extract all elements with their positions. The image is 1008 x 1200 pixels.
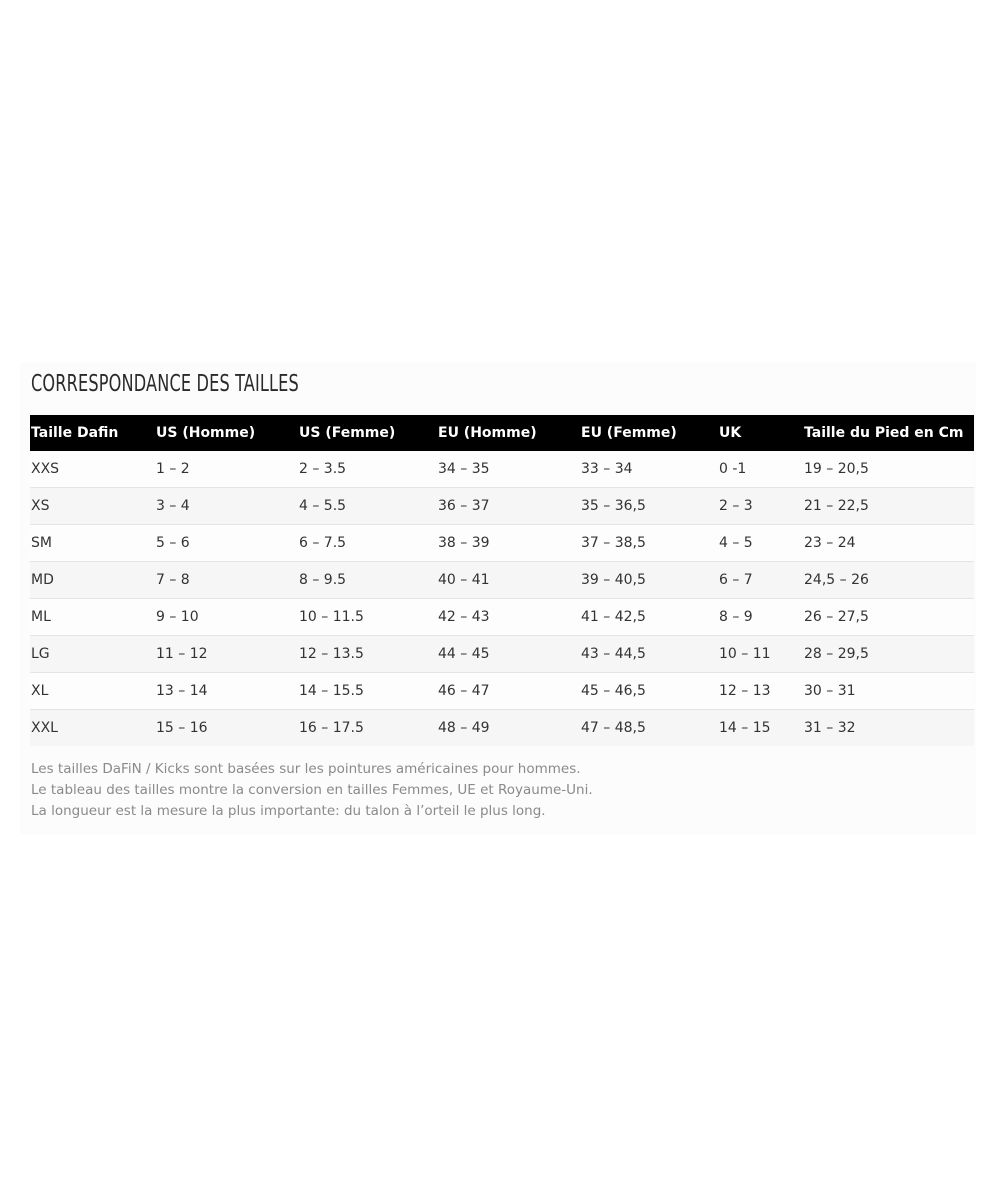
- size-chart-title: CORRESPONDANCE DES TAILLES: [31, 371, 299, 397]
- table-cell: 2 – 3: [718, 488, 803, 525]
- header-uk: UK: [718, 415, 803, 451]
- table-cell: 43 – 44,5: [580, 636, 718, 673]
- table-row: [30, 710, 974, 747]
- table-cell: 7 – 8: [155, 562, 298, 599]
- note-conversion: Le tableau des tailles montre la conversion en tailles Femmes, UE et Royaume-Uni.: [31, 782, 593, 798]
- table-cell: 11 – 12: [155, 636, 298, 673]
- header-eu-homme: EU (Homme): [437, 415, 580, 451]
- table-cell: 39 – 40,5: [580, 562, 718, 599]
- table-cell: 48 – 49: [437, 710, 580, 747]
- table-row: [30, 636, 974, 673]
- table-cell: 13 – 14: [155, 673, 298, 710]
- size-table-header: [30, 415, 974, 451]
- table-cell: 47 – 48,5: [580, 710, 718, 747]
- table-cell: 2 – 3.5: [298, 451, 437, 488]
- size-table: [30, 415, 974, 746]
- table-cell: 24,5 – 26: [803, 562, 974, 599]
- table-cell: 12 – 13: [718, 673, 803, 710]
- size-table-body: [30, 451, 974, 746]
- table-row: [30, 599, 974, 636]
- table-cell: 30 – 31: [803, 673, 974, 710]
- table-cell: 40 – 41: [437, 562, 580, 599]
- table-cell: ML: [30, 599, 155, 636]
- table-cell: MD: [30, 562, 155, 599]
- table-cell: 41 – 42,5: [580, 599, 718, 636]
- table-row: [30, 451, 974, 488]
- header-us-femme: US (Femme): [298, 415, 437, 451]
- table-cell: 3 – 4: [155, 488, 298, 525]
- table-cell: 10 – 11: [718, 636, 803, 673]
- table-cell: 23 – 24: [803, 525, 974, 562]
- table-cell: 12 – 13.5: [298, 636, 437, 673]
- table-cell: XXS: [30, 451, 155, 488]
- table-cell: 5 – 6: [155, 525, 298, 562]
- table-cell: 42 – 43: [437, 599, 580, 636]
- table-cell: 45 – 46,5: [580, 673, 718, 710]
- table-cell: 36 – 37: [437, 488, 580, 525]
- table-row: [30, 488, 974, 525]
- table-cell: XXL: [30, 710, 155, 747]
- table-cell: 28 – 29,5: [803, 636, 974, 673]
- table-cell: 19 – 20,5: [803, 451, 974, 488]
- table-row: [30, 673, 974, 710]
- table-cell: 34 – 35: [437, 451, 580, 488]
- table-cell: XS: [30, 488, 155, 525]
- header-us-homme: US (Homme): [155, 415, 298, 451]
- header-taille-pied-cm: Taille du Pied en Cm: [803, 415, 974, 451]
- table-cell: 44 – 45: [437, 636, 580, 673]
- table-cell: 4 – 5: [718, 525, 803, 562]
- table-row: [30, 525, 974, 562]
- table-row: [30, 562, 974, 599]
- table-cell: 4 – 5.5: [298, 488, 437, 525]
- table-cell: 16 – 17.5: [298, 710, 437, 747]
- table-cell: 31 – 32: [803, 710, 974, 747]
- table-cell: 46 – 47: [437, 673, 580, 710]
- note-measurement: La longueur est la mesure la plus importante: du talon à l’orteil le plus long.: [31, 803, 546, 819]
- table-cell: LG: [30, 636, 155, 673]
- table-cell: 1 – 2: [155, 451, 298, 488]
- header-taille-dafin: Taille Dafin: [30, 415, 155, 451]
- table-cell: 21 – 22,5: [803, 488, 974, 525]
- header-eu-femme: EU (Femme): [580, 415, 718, 451]
- note-us-sizing: Les tailles DaFiN / Kicks sont basées sur les pointures américaines pour hommes.: [31, 761, 581, 777]
- table-cell: 38 – 39: [437, 525, 580, 562]
- table-cell: 14 – 15.5: [298, 673, 437, 710]
- table-cell: 37 – 38,5: [580, 525, 718, 562]
- table-cell: 14 – 15: [718, 710, 803, 747]
- size-notes: [31, 759, 931, 822]
- table-cell: 8 – 9.5: [298, 562, 437, 599]
- header-row: [30, 415, 974, 451]
- table-cell: 15 – 16: [155, 710, 298, 747]
- table-cell: SM: [30, 525, 155, 562]
- table-cell: 33 – 34: [580, 451, 718, 488]
- table-cell: 26 – 27,5: [803, 599, 974, 636]
- table-cell: XL: [30, 673, 155, 710]
- table-cell: 9 – 10: [155, 599, 298, 636]
- table-cell: 6 – 7: [718, 562, 803, 599]
- table-cell: 6 – 7.5: [298, 525, 437, 562]
- table-cell: 10 – 11.5: [298, 599, 437, 636]
- table-cell: 0 -1: [718, 451, 803, 488]
- table-cell: 35 – 36,5: [580, 488, 718, 525]
- table-cell: 8 – 9: [718, 599, 803, 636]
